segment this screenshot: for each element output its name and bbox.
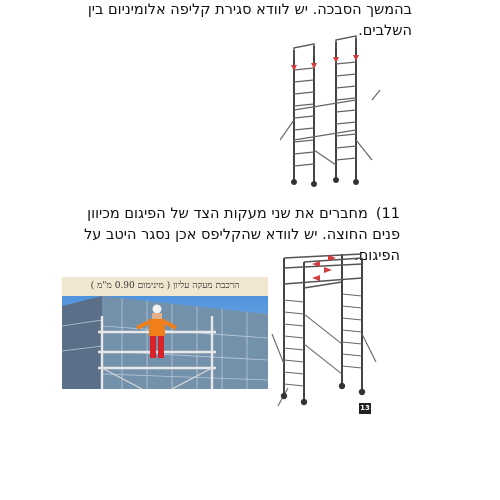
step-text: מחברים את שני מעקות הצד של הפיגום מכיוון פנים החוצה. יש לוודא שהקליפס אכן נסגר היטב על הפיגום. bbox=[84, 206, 400, 264]
worker-photo bbox=[62, 277, 268, 389]
figure-number: 13 bbox=[360, 404, 370, 412]
photo-image bbox=[62, 296, 268, 389]
photo-caption: הרכבת מעקה עליון ( מינימום 0.90 מ"מ ) bbox=[62, 277, 268, 296]
paragraph-text: בהמשך הסבכה. יש לוודא סגירת קליפה אלומיניום בין השלבים. bbox=[87, 2, 412, 39]
scaffold-diagram-bottom bbox=[270, 244, 382, 414]
scaffold-diagram-top bbox=[280, 30, 385, 190]
step-number: 11) bbox=[375, 206, 400, 222]
